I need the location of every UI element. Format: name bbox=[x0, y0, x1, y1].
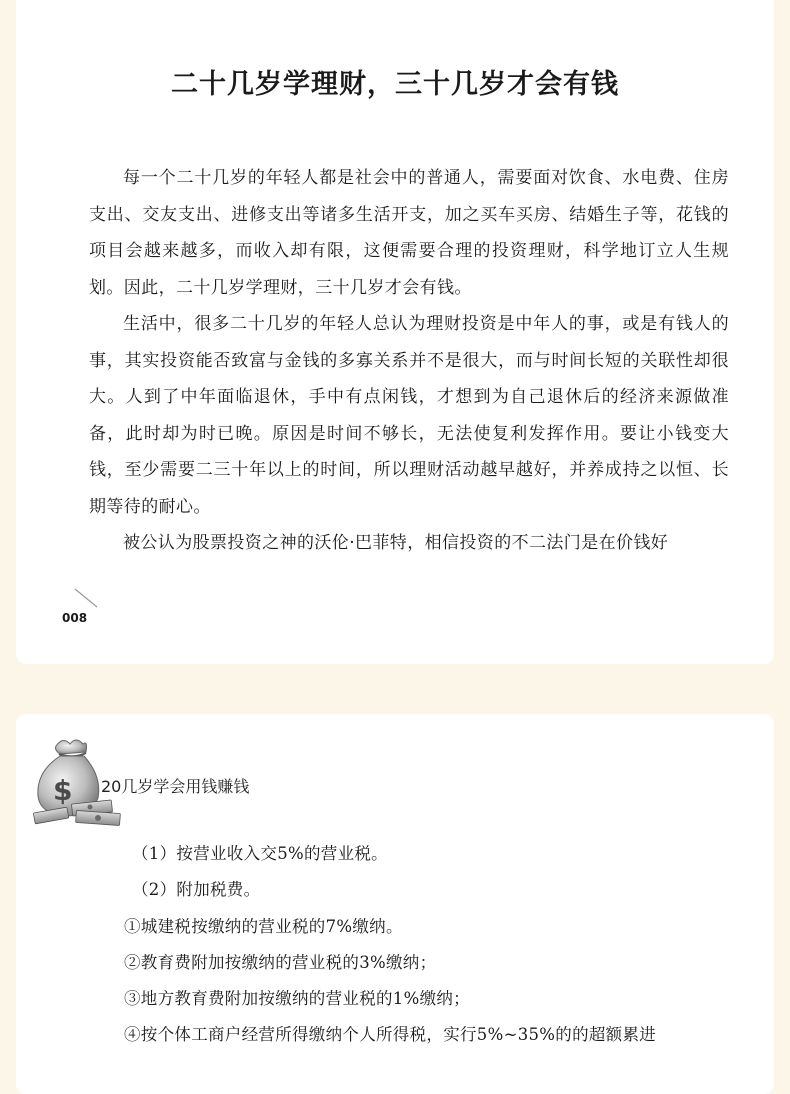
tax-list bbox=[124, 836, 744, 1054]
book-page-1 bbox=[16, 0, 774, 664]
book-page-2 bbox=[16, 714, 774, 1094]
svg-text:$: $ bbox=[53, 774, 73, 807]
running-header: 20几岁学会用钱赚钱 bbox=[101, 777, 250, 796]
page-number: 008 bbox=[62, 611, 88, 625]
list-item: ④按个体工商户经营所得缴纳个人所得税，实行5%~35%的的超额累进 bbox=[124, 1025, 657, 1045]
paragraph-1: 每一个二十几岁的年轻人都是社会中的普通人，需要面对饮食、水电费、住房支出、交友支出、进修支出等诸多生活开支，加之买车买房、结婚生子等，花钱的项目会越来越多，而收入却有限，这便需要合理的投资理财，科学地订立人生规划。因此，二十几岁学理财，三十几岁才会有钱。 bbox=[89, 168, 729, 298]
list-item: （2）附加税费。 bbox=[132, 880, 261, 900]
paragraph-3: 被公认为股票投资之神的沃伦·巴菲特，相信投资的不二法门是在价钱好 bbox=[123, 533, 669, 553]
page-title: 二十几岁学理财，三十几岁才会有钱 bbox=[171, 69, 619, 100]
list-item: ②教育费附加按缴纳的营业税的3%缴纳； bbox=[124, 952, 437, 972]
page-corner-mark bbox=[72, 586, 100, 610]
body-text bbox=[89, 160, 729, 562]
list-item: ①城建税按缴纳的营业税的7%缴纳。 bbox=[124, 916, 403, 936]
paragraph-2: 生活中，很多二十几岁的年轻人总认为理财投资是中年人的事，或是有钱人的事，其实投资能否致富与金钱的多寡关系并不是很大，而与时间长短的关联性却很大。人到了中年面临退休，手中有点闲钱，才想到为自己退休后的经济来源做准备，此时却为时已晚。原因是时间不够长，无法使复利发挥作用。要让小钱变大钱，至少需要二三十年以上的时间，所以理财活动越早越好，并养成持之以恒、长期等待的耐心。 bbox=[89, 314, 729, 517]
list-item: （1）按营业收入交5%的营业税。 bbox=[132, 844, 388, 863]
list-item: ③地方教育费附加按缴纳的营业税的1%缴纳； bbox=[124, 989, 470, 1009]
